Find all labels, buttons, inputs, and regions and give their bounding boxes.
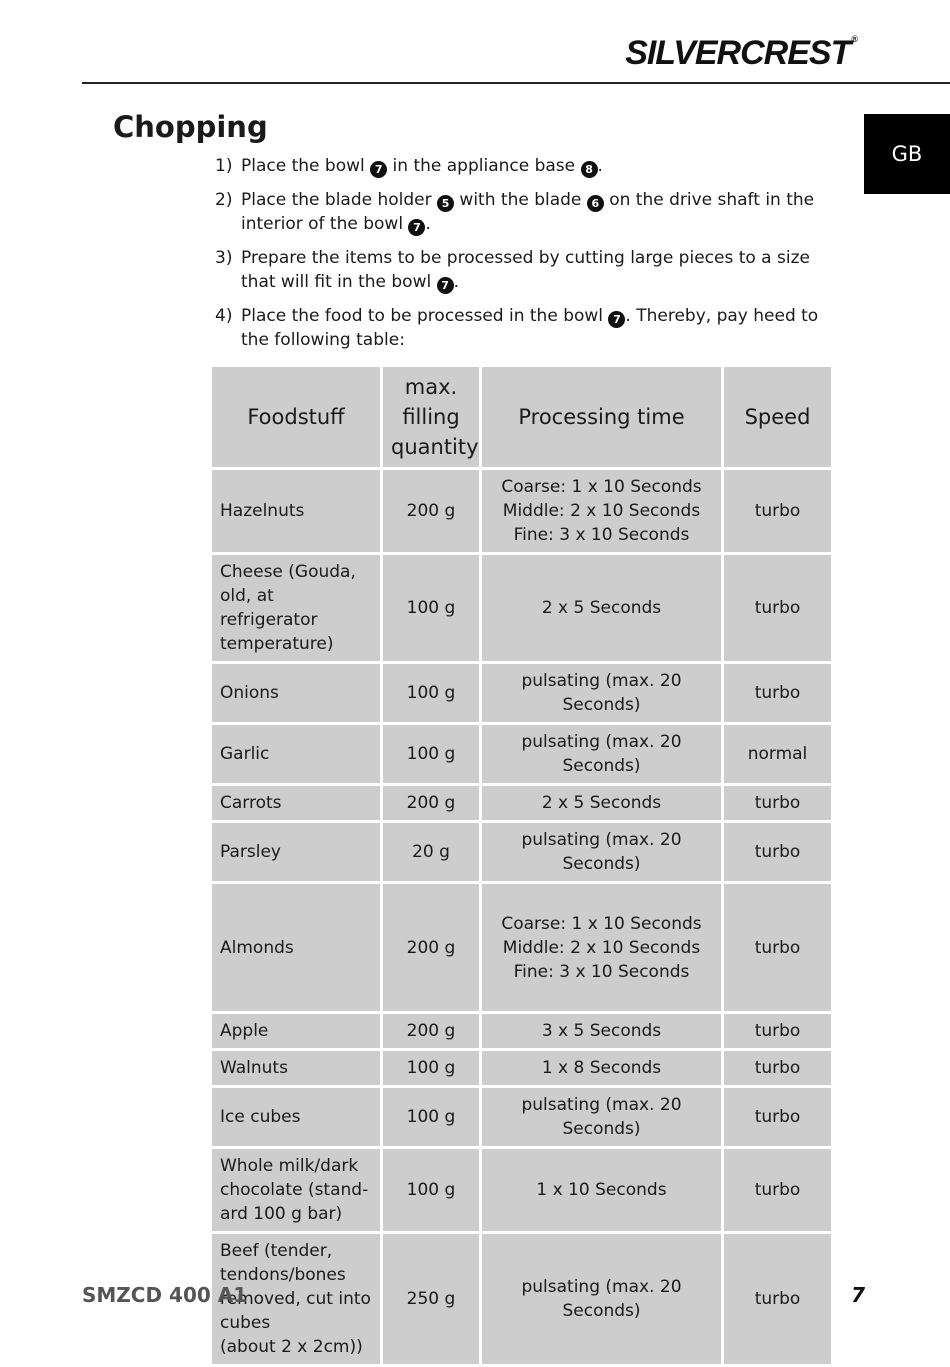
cell-foodstuff: Apple	[211, 1013, 382, 1050]
instruction-step	[215, 154, 835, 178]
step-text	[241, 246, 835, 294]
model-number: SMZCD 400 A1	[82, 1283, 248, 1307]
cell-processing-time: pulsating (max. 20 Seconds)	[481, 663, 723, 724]
cell-quantity: 100 g	[382, 1148, 481, 1233]
step-text-fragment: Place the blade holder	[241, 190, 438, 210]
table-row	[211, 1013, 833, 1050]
cell-speed: turbo	[723, 822, 833, 883]
step-text	[241, 154, 835, 178]
cell-speed: turbo	[723, 554, 833, 663]
step-text-fragment: .	[597, 156, 603, 176]
cell-speed: turbo	[723, 1013, 833, 1050]
header-rule	[82, 82, 950, 84]
header-processing-time: Processing time	[481, 366, 723, 469]
part-reference-marker: 7	[437, 277, 454, 294]
cell-foodstuff: Hazelnuts	[211, 469, 382, 554]
table-row	[211, 1148, 833, 1233]
cell-processing-time: 1 x 10 Seconds	[481, 1148, 723, 1233]
cell-speed: turbo	[723, 883, 833, 1013]
cell-speed: turbo	[723, 785, 833, 822]
brand-word-2: CREST	[740, 34, 851, 72]
cell-quantity: 20 g	[382, 822, 481, 883]
step-number: 3)	[215, 248, 233, 268]
cell-quantity: 100 g	[382, 663, 481, 724]
part-reference-marker: 7	[608, 311, 625, 328]
step-text-fragment: with the blade	[454, 190, 587, 210]
step-text-fragment: .	[453, 272, 460, 292]
table-row	[211, 554, 833, 663]
cell-processing-time: Coarse: 1 x 10 Seconds Middle: 2 x 10 Seconds Fine: 3 x 10 Seconds	[481, 469, 723, 554]
header-speed: Speed	[723, 366, 833, 469]
step-number: 2)	[215, 190, 233, 210]
part-reference-marker: 5	[437, 195, 454, 212]
cell-speed: turbo	[723, 1087, 833, 1148]
step-text	[241, 304, 835, 352]
cell-foodstuff: Parsley	[211, 822, 382, 883]
instruction-step	[215, 304, 835, 352]
step-text-fragment: Place the food to be processed in the bowl	[241, 306, 609, 326]
cell-quantity: 200 g	[382, 1013, 481, 1050]
header-foodstuff: Foodstuff	[211, 366, 382, 469]
table-row	[211, 1233, 833, 1366]
cell-speed: turbo	[723, 1233, 833, 1366]
registered-mark: ®	[851, 34, 857, 44]
table-row	[211, 785, 833, 822]
step-text-fragment: on the drive shaft in the interior of the bowl	[241, 190, 815, 234]
step-number: 4)	[215, 306, 233, 326]
cell-foodstuff: Cheese (Gouda, old, at refrigerator temperature)	[211, 554, 382, 663]
cell-quantity: 200 g	[382, 785, 481, 822]
cell-processing-time: 2 x 5 Seconds	[481, 554, 723, 663]
food-table	[209, 364, 834, 1367]
cell-quantity: 200 g	[382, 883, 481, 1013]
table-row	[211, 469, 833, 554]
table-row	[211, 883, 833, 1013]
cell-quantity: 200 g	[382, 469, 481, 554]
cell-quantity: 100 g	[382, 1050, 481, 1087]
language-tab: GB	[864, 114, 950, 194]
table-row	[211, 663, 833, 724]
step-text-fragment: Prepare the items to be processed by cutting large pieces to a size that will fit in the bowl	[241, 248, 810, 292]
cell-quantity: 100 g	[382, 554, 481, 663]
brand-logo	[625, 34, 857, 73]
part-reference-marker: 8	[581, 161, 598, 178]
cell-processing-time: pulsating (max. 20 Seconds)	[481, 1233, 723, 1366]
cell-foodstuff: Almonds	[211, 883, 382, 1013]
table-body	[211, 469, 833, 1366]
cell-speed: turbo	[723, 663, 833, 724]
step-text-fragment: . Thereby, pay heed to the following table:	[241, 306, 819, 350]
table-row	[211, 822, 833, 883]
cell-quantity: 250 g	[382, 1233, 481, 1366]
cell-speed: turbo	[723, 1050, 833, 1087]
step-number: 1)	[215, 156, 233, 176]
section-title: Chopping	[113, 110, 268, 144]
instruction-list	[215, 154, 835, 362]
cell-processing-time: Coarse: 1 x 10 Seconds Middle: 2 x 10 Seconds Fine: 3 x 10 Seconds	[481, 883, 723, 1013]
instruction-step	[215, 188, 835, 236]
cell-speed: turbo	[723, 1148, 833, 1233]
cell-foodstuff: Carrots	[211, 785, 382, 822]
table-header-row	[211, 366, 833, 469]
cell-foodstuff: Beef (tender, tendons/bones removed, cut into cubes (about 2 x 2cm))	[211, 1233, 382, 1366]
cell-processing-time: 2 x 5 Seconds	[481, 785, 723, 822]
part-reference-marker: 7	[408, 219, 425, 236]
cell-speed: normal	[723, 724, 833, 785]
cell-processing-time: pulsating (max. 20 Seconds)	[481, 724, 723, 785]
table-row	[211, 724, 833, 785]
cell-quantity: 100 g	[382, 1087, 481, 1148]
part-reference-marker: 7	[370, 161, 387, 178]
step-text-fragment: Place the bowl	[241, 156, 371, 176]
cell-quantity: 100 g	[382, 724, 481, 785]
header-max-filling-quantity: max. filling quantity	[382, 366, 481, 469]
cell-processing-time: pulsating (max. 20 Seconds)	[481, 822, 723, 883]
brand-word-1: SILVER	[625, 34, 741, 72]
cell-speed: turbo	[723, 469, 833, 554]
cell-foodstuff: Onions	[211, 663, 382, 724]
instruction-step	[215, 246, 835, 294]
step-text-fragment: in the appliance base	[387, 156, 581, 176]
part-reference-marker: 6	[587, 195, 604, 212]
step-text	[241, 188, 835, 236]
cell-foodstuff: Ice cubes	[211, 1087, 382, 1148]
cell-processing-time: 3 x 5 Seconds	[481, 1013, 723, 1050]
cell-foodstuff: Walnuts	[211, 1050, 382, 1087]
step-text-fragment: .	[425, 214, 431, 234]
cell-processing-time: pulsating (max. 20 Seconds)	[481, 1087, 723, 1148]
table-row	[211, 1087, 833, 1148]
cell-processing-time: 1 x 8 Seconds	[481, 1050, 723, 1087]
table-row	[211, 1050, 833, 1087]
cell-foodstuff: Garlic	[211, 724, 382, 785]
page-number: 7	[851, 1283, 865, 1307]
cell-foodstuff: Whole milk/dark chocolate (stand- ard 100 g bar)	[211, 1148, 382, 1233]
